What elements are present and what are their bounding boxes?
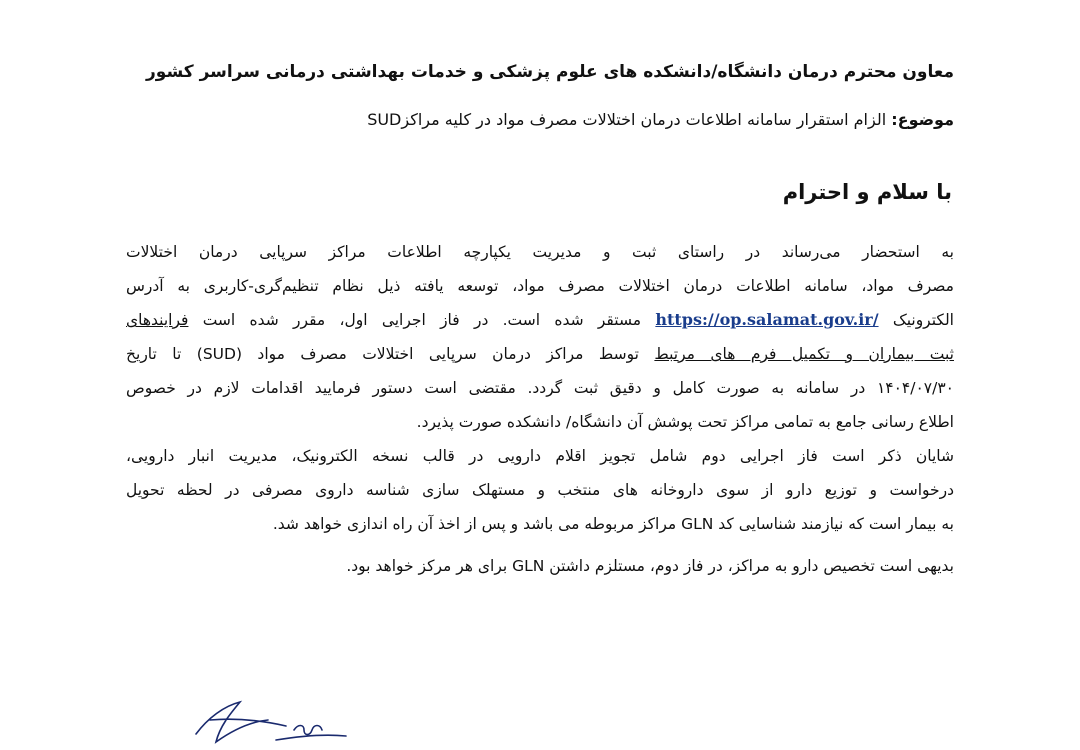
paragraph-2-line-2: درخواست و توزیع دارو از سوی داروخانه های منتخب و مستهلک سازی شناسه داروی مصرفی در لحظه تحویل	[126, 481, 954, 499]
electronic-label: الکترونیک	[878, 311, 954, 329]
salamat-portal-link[interactable]: https://op.salamat.gov.ir/	[655, 310, 879, 329]
subject-code: SUD	[367, 110, 402, 129]
subject-label: موضوع:	[891, 110, 954, 129]
paragraph-1-line-6: اطلاع رسانی جامع به تمامی مراکز تحت پوشش آن دانشگاه/ دانشکده صورت پذیرد.	[416, 413, 954, 431]
greeting: با سلام و احترام	[782, 180, 952, 204]
signature-icon	[190, 696, 350, 750]
subject-line	[134, 110, 954, 129]
paragraph-1-line-3	[126, 303, 954, 337]
paragraph-2-line-1: شایان ذکر است فاز اجرایی دوم شامل تجویز اقلام دارویی در قالب نسخه الکترونیک، مدیریت انبار دارویی،	[126, 447, 954, 465]
paragraph-1-line-4	[126, 337, 954, 371]
paragraph-1-line-2: مصرف مواد، سامانه اطلاعات درمان اختلالات مصرف مواد، توسعه یافته ذیل نظام تنظیم‌گری-کاربری به آدرس	[126, 277, 954, 295]
deployed-text: مستقر شده است. در فاز اجرایی اول، مقرر شده است	[188, 311, 656, 329]
paragraph-1-line-5: ۱۴۰۴/۰۷/۳۰ در سامانه به صورت کامل و دقیق ثبت گردد. مقتضی است دستور فرمایید اقدامات لازم در خصوص	[126, 379, 954, 397]
patient-registration-underlined: ثبت بیماران و تکمیل فرم های مرتبط	[654, 345, 954, 363]
deadline-text: توسط مراکز درمان سرپایی اختلالات مصرف مواد (SUD) تا تاریخ	[126, 345, 655, 363]
paragraph-1-line-1: به استحضار می‌رساند در راستای ثبت و مدیریت یکپارچه اطلاعات مراکز سرپایی درمان اختلالات	[126, 243, 954, 261]
paragraph-2-line-3: به بیمار است که نیازمند شناسایی کد GLN مراکز مربوطه می باشد و پس از اخذ آن راه اندازی خواهد شد.	[272, 515, 954, 533]
processes-underlined: فرایندهای	[126, 311, 189, 329]
paragraph-3-line-1: بدیهی است تخصیص دارو به مراکز، در فاز دوم، مستلزم داشتن GLN برای هر مرکز خواهد بود.	[346, 557, 954, 575]
subject-text: الزام استقرار سامانه اطلاعات درمان اختلالات مصرف مواد در کلیه مراکز	[401, 110, 892, 129]
letter-body	[126, 235, 954, 583]
recipient-line: معاون محترم درمان دانشگاه/دانشکده های علوم پزشکی و خدمات بهداشتی درمانی سراسر کشور	[146, 62, 954, 82]
